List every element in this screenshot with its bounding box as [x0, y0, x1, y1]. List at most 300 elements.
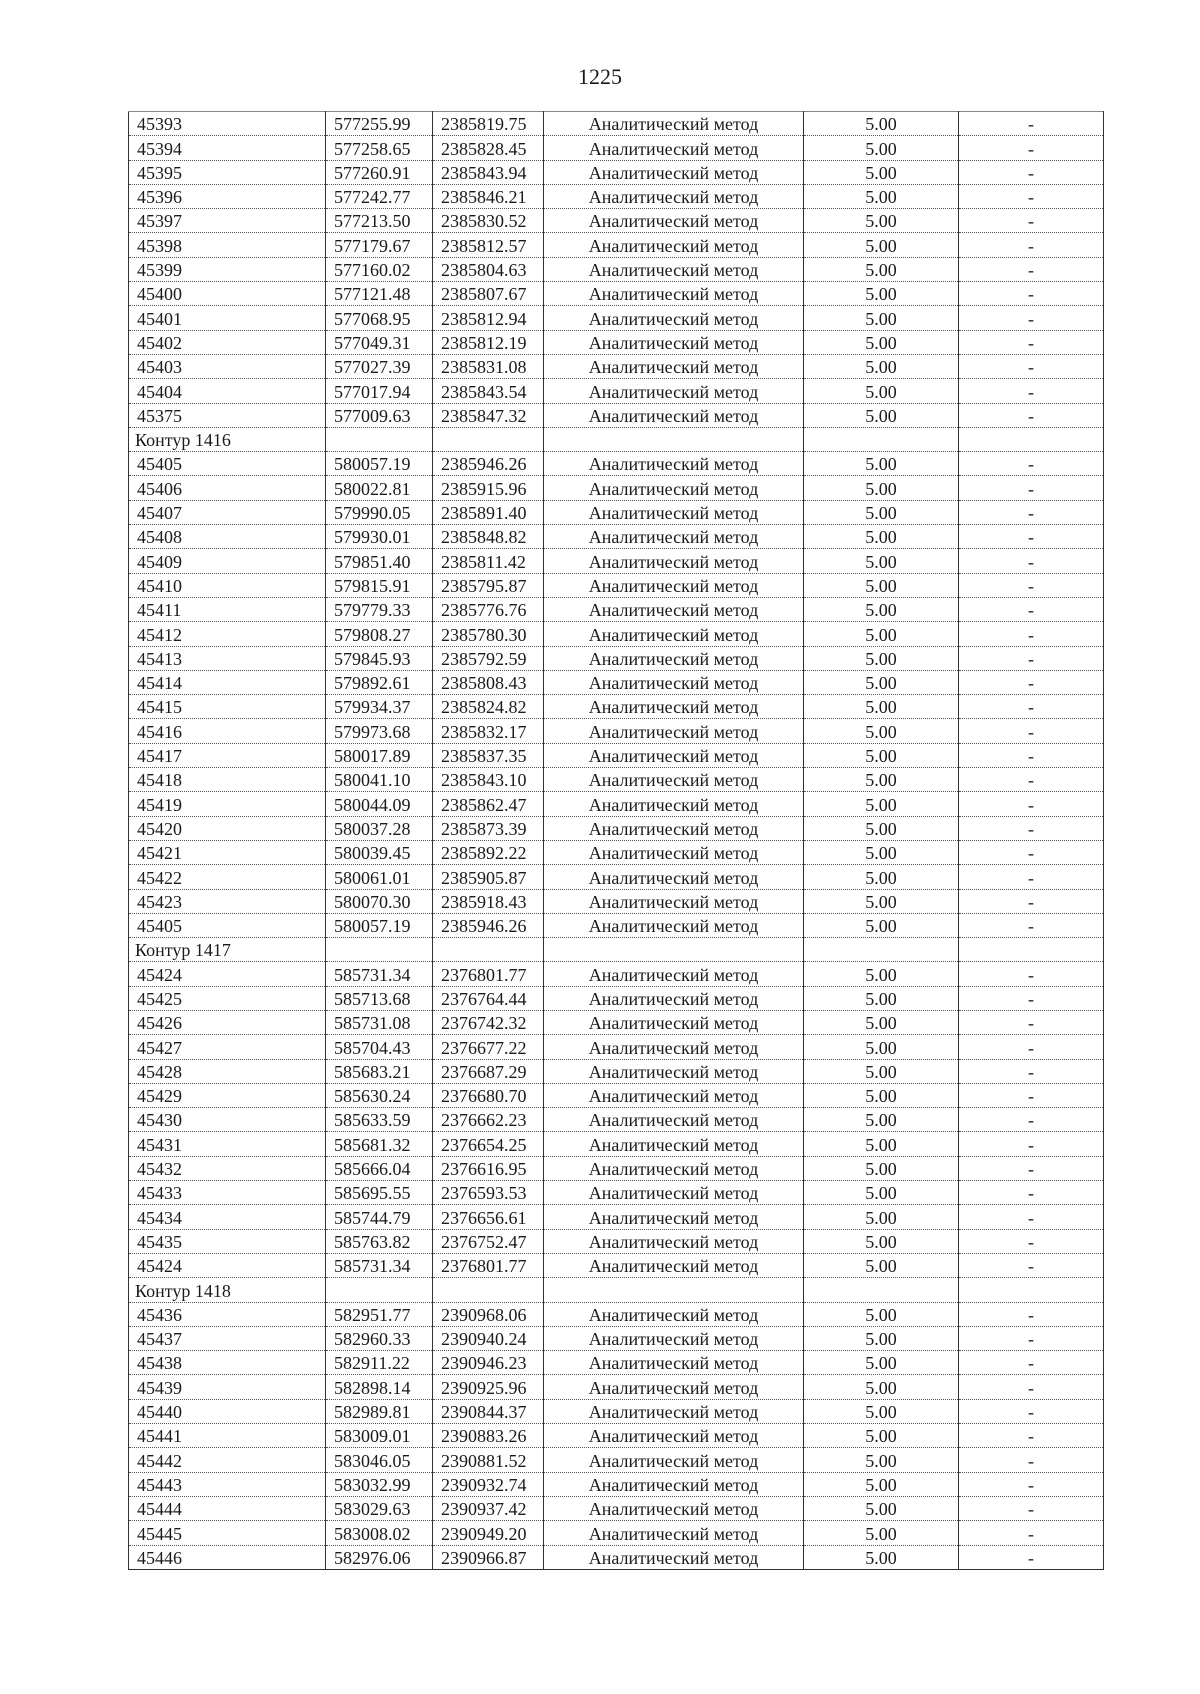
x-coordinate-cell: 582911.22 — [326, 1351, 433, 1375]
point-number-cell: 45430 — [129, 1108, 326, 1132]
method-cell: Аналитический метод — [544, 597, 804, 621]
point-number-cell: 45395 — [129, 160, 326, 184]
y-coordinate-cell: 2385946.26 — [433, 913, 544, 937]
method-cell: Аналитический метод — [544, 962, 804, 986]
x-coordinate-cell: 580070.30 — [326, 889, 433, 913]
point-number-cell: 45436 — [129, 1302, 326, 1326]
x-coordinate-cell: 585681.32 — [326, 1132, 433, 1156]
note-cell: - — [959, 889, 1104, 913]
accuracy-cell: 5.00 — [804, 184, 959, 208]
note-cell: - — [959, 1083, 1104, 1107]
note-cell: - — [959, 1521, 1104, 1545]
table-row — [129, 1010, 1104, 1034]
empty-cell — [433, 1278, 544, 1302]
x-coordinate-cell: 580041.10 — [326, 768, 433, 792]
note-cell: - — [959, 743, 1104, 767]
table-row — [129, 646, 1104, 670]
x-coordinate-cell: 579851.40 — [326, 549, 433, 573]
y-coordinate-cell: 2385918.43 — [433, 889, 544, 913]
table-row — [129, 233, 1104, 257]
point-number-cell: 45429 — [129, 1083, 326, 1107]
note-cell: - — [959, 840, 1104, 864]
method-cell: Аналитический метод — [544, 1326, 804, 1350]
accuracy-cell: 5.00 — [804, 476, 959, 500]
method-cell: Аналитический метод — [544, 670, 804, 694]
note-cell: - — [959, 597, 1104, 621]
note-cell: - — [959, 1229, 1104, 1253]
y-coordinate-cell: 2385812.57 — [433, 233, 544, 257]
empty-cell — [433, 427, 544, 451]
point-number-cell: 45408 — [129, 525, 326, 549]
table-row — [129, 622, 1104, 646]
y-coordinate-cell: 2390844.37 — [433, 1399, 544, 1423]
y-coordinate-cell: 2376677.22 — [433, 1035, 544, 1059]
accuracy-cell: 5.00 — [804, 622, 959, 646]
empty-cell — [544, 938, 804, 962]
accuracy-cell: 5.00 — [804, 1108, 959, 1132]
table-row — [129, 840, 1104, 864]
y-coordinate-cell: 2385811.42 — [433, 549, 544, 573]
accuracy-cell: 5.00 — [804, 1132, 959, 1156]
y-coordinate-cell: 2385819.75 — [433, 112, 544, 136]
accuracy-cell: 5.00 — [804, 646, 959, 670]
method-cell: Аналитический метод — [544, 379, 804, 403]
y-coordinate-cell: 2385780.30 — [433, 622, 544, 646]
accuracy-cell: 5.00 — [804, 865, 959, 889]
point-number-cell: 45415 — [129, 695, 326, 719]
table-row — [129, 913, 1104, 937]
method-cell: Аналитический метод — [544, 1059, 804, 1083]
accuracy-cell: 5.00 — [804, 209, 959, 233]
note-cell: - — [959, 1108, 1104, 1132]
coordinates-table-body — [129, 112, 1104, 1570]
x-coordinate-cell: 585633.59 — [326, 1108, 433, 1132]
method-cell: Аналитический метод — [544, 1472, 804, 1496]
point-number-cell: 45406 — [129, 476, 326, 500]
accuracy-cell: 5.00 — [804, 816, 959, 840]
accuracy-cell: 5.00 — [804, 1059, 959, 1083]
accuracy-cell: 5.00 — [804, 1496, 959, 1520]
x-coordinate-cell: 585744.79 — [326, 1205, 433, 1229]
point-number-cell: 45422 — [129, 865, 326, 889]
accuracy-cell: 5.00 — [804, 913, 959, 937]
table-row — [129, 792, 1104, 816]
accuracy-cell: 5.00 — [804, 549, 959, 573]
method-cell: Аналитический метод — [544, 1424, 804, 1448]
note-cell: - — [959, 1132, 1104, 1156]
accuracy-cell: 5.00 — [804, 695, 959, 719]
x-coordinate-cell: 579892.61 — [326, 670, 433, 694]
y-coordinate-cell: 2385843.94 — [433, 160, 544, 184]
x-coordinate-cell: 579973.68 — [326, 719, 433, 743]
y-coordinate-cell: 2385828.45 — [433, 136, 544, 160]
point-number-cell: 45420 — [129, 816, 326, 840]
accuracy-cell: 5.00 — [804, 1545, 959, 1569]
accuracy-cell: 5.00 — [804, 1253, 959, 1277]
contour-header-row — [129, 1278, 1104, 1302]
note-cell: - — [959, 1545, 1104, 1569]
y-coordinate-cell: 2390946.23 — [433, 1351, 544, 1375]
method-cell: Аналитический метод — [544, 1156, 804, 1180]
point-number-cell: 45424 — [129, 962, 326, 986]
point-number-cell: 45439 — [129, 1375, 326, 1399]
point-number-cell: 45404 — [129, 379, 326, 403]
x-coordinate-cell: 579990.05 — [326, 500, 433, 524]
method-cell: Аналитический метод — [544, 160, 804, 184]
table-row — [129, 743, 1104, 767]
note-cell: - — [959, 1472, 1104, 1496]
method-cell: Аналитический метод — [544, 1375, 804, 1399]
note-cell: - — [959, 1399, 1104, 1423]
y-coordinate-cell: 2385812.94 — [433, 306, 544, 330]
y-coordinate-cell: 2376662.23 — [433, 1108, 544, 1132]
point-number-cell: 45412 — [129, 622, 326, 646]
note-cell: - — [959, 695, 1104, 719]
x-coordinate-cell: 583009.01 — [326, 1424, 433, 1448]
point-number-cell: 45431 — [129, 1132, 326, 1156]
x-coordinate-cell: 583008.02 — [326, 1521, 433, 1545]
table-row — [129, 573, 1104, 597]
method-cell: Аналитический метод — [544, 452, 804, 476]
y-coordinate-cell: 2385892.22 — [433, 840, 544, 864]
method-cell: Аналитический метод — [544, 112, 804, 136]
note-cell: - — [959, 1035, 1104, 1059]
x-coordinate-cell: 585683.21 — [326, 1059, 433, 1083]
contour-header-row — [129, 427, 1104, 451]
note-cell: - — [959, 1448, 1104, 1472]
point-number-cell: 45407 — [129, 500, 326, 524]
note-cell: - — [959, 330, 1104, 354]
x-coordinate-cell: 580057.19 — [326, 452, 433, 476]
point-number-cell: 45421 — [129, 840, 326, 864]
x-coordinate-cell: 577179.67 — [326, 233, 433, 257]
note-cell: - — [959, 354, 1104, 378]
table-row — [129, 209, 1104, 233]
point-number-cell: 45438 — [129, 1351, 326, 1375]
point-number-cell: 45397 — [129, 209, 326, 233]
y-coordinate-cell: 2385812.19 — [433, 330, 544, 354]
method-cell: Аналитический метод — [544, 233, 804, 257]
table-row — [129, 1108, 1104, 1132]
note-cell: - — [959, 184, 1104, 208]
table-row — [129, 1253, 1104, 1277]
accuracy-cell: 5.00 — [804, 1181, 959, 1205]
method-cell: Аналитический метод — [544, 646, 804, 670]
method-cell: Аналитический метод — [544, 1496, 804, 1520]
x-coordinate-cell: 579815.91 — [326, 573, 433, 597]
note-cell: - — [959, 1302, 1104, 1326]
method-cell: Аналитический метод — [544, 768, 804, 792]
contour-header-row — [129, 938, 1104, 962]
y-coordinate-cell: 2376801.77 — [433, 962, 544, 986]
note-cell: - — [959, 306, 1104, 330]
point-number-cell: 45403 — [129, 354, 326, 378]
note-cell: - — [959, 549, 1104, 573]
table-row — [129, 695, 1104, 719]
note-cell: - — [959, 1424, 1104, 1448]
x-coordinate-cell: 580044.09 — [326, 792, 433, 816]
y-coordinate-cell: 2385915.96 — [433, 476, 544, 500]
table-row — [129, 670, 1104, 694]
y-coordinate-cell: 2385808.43 — [433, 670, 544, 694]
table-row — [129, 160, 1104, 184]
table-row — [129, 549, 1104, 573]
y-coordinate-cell: 2390883.26 — [433, 1424, 544, 1448]
point-number-cell: 45405 — [129, 452, 326, 476]
note-cell: - — [959, 282, 1104, 306]
table-row — [129, 1132, 1104, 1156]
accuracy-cell: 5.00 — [804, 1156, 959, 1180]
x-coordinate-cell: 580017.89 — [326, 743, 433, 767]
empty-cell — [544, 427, 804, 451]
method-cell: Аналитический метод — [544, 816, 804, 840]
method-cell: Аналитический метод — [544, 354, 804, 378]
note-cell: - — [959, 452, 1104, 476]
y-coordinate-cell: 2376593.53 — [433, 1181, 544, 1205]
method-cell: Аналитический метод — [544, 330, 804, 354]
table-row — [129, 257, 1104, 281]
x-coordinate-cell: 582989.81 — [326, 1399, 433, 1423]
contour-label: Контур 1416 — [129, 427, 326, 451]
y-coordinate-cell: 2390925.96 — [433, 1375, 544, 1399]
point-number-cell: 45428 — [129, 1059, 326, 1083]
method-cell: Аналитический метод — [544, 743, 804, 767]
method-cell: Аналитический метод — [544, 1181, 804, 1205]
method-cell: Аналитический метод — [544, 1253, 804, 1277]
y-coordinate-cell: 2390932.74 — [433, 1472, 544, 1496]
note-cell: - — [959, 1375, 1104, 1399]
method-cell: Аналитический метод — [544, 1132, 804, 1156]
method-cell: Аналитический метод — [544, 282, 804, 306]
accuracy-cell: 5.00 — [804, 136, 959, 160]
method-cell: Аналитический метод — [544, 1010, 804, 1034]
table-row — [129, 1399, 1104, 1423]
x-coordinate-cell: 583032.99 — [326, 1472, 433, 1496]
method-cell: Аналитический метод — [544, 1035, 804, 1059]
point-number-cell: 45445 — [129, 1521, 326, 1545]
table-row — [129, 1448, 1104, 1472]
point-number-cell: 45423 — [129, 889, 326, 913]
table-row — [129, 306, 1104, 330]
note-cell: - — [959, 112, 1104, 136]
table-row — [129, 403, 1104, 427]
method-cell: Аналитический метод — [544, 1229, 804, 1253]
x-coordinate-cell: 583046.05 — [326, 1448, 433, 1472]
accuracy-cell: 5.00 — [804, 257, 959, 281]
point-number-cell: 45442 — [129, 1448, 326, 1472]
table-row — [129, 1302, 1104, 1326]
x-coordinate-cell: 580039.45 — [326, 840, 433, 864]
y-coordinate-cell: 2385905.87 — [433, 865, 544, 889]
y-coordinate-cell: 2376764.44 — [433, 986, 544, 1010]
point-number-cell: 45399 — [129, 257, 326, 281]
table-row — [129, 1521, 1104, 1545]
accuracy-cell: 5.00 — [804, 792, 959, 816]
note-cell: - — [959, 1059, 1104, 1083]
y-coordinate-cell: 2385891.40 — [433, 500, 544, 524]
table-row — [129, 1059, 1104, 1083]
point-number-cell: 45444 — [129, 1496, 326, 1520]
x-coordinate-cell: 585731.34 — [326, 1253, 433, 1277]
accuracy-cell: 5.00 — [804, 962, 959, 986]
accuracy-cell: 5.00 — [804, 986, 959, 1010]
x-coordinate-cell: 585630.24 — [326, 1083, 433, 1107]
method-cell: Аналитический метод — [544, 573, 804, 597]
note-cell: - — [959, 646, 1104, 670]
x-coordinate-cell: 580037.28 — [326, 816, 433, 840]
table-row — [129, 112, 1104, 136]
x-coordinate-cell: 577260.91 — [326, 160, 433, 184]
empty-cell — [959, 1278, 1104, 1302]
accuracy-cell: 5.00 — [804, 1205, 959, 1229]
note-cell: - — [959, 379, 1104, 403]
table-row — [129, 330, 1104, 354]
note-cell: - — [959, 816, 1104, 840]
point-number-cell: 45432 — [129, 1156, 326, 1180]
y-coordinate-cell: 2385847.32 — [433, 403, 544, 427]
x-coordinate-cell: 582960.33 — [326, 1326, 433, 1350]
point-number-cell: 45400 — [129, 282, 326, 306]
table-row — [129, 452, 1104, 476]
note-cell: - — [959, 670, 1104, 694]
x-coordinate-cell: 580057.19 — [326, 913, 433, 937]
accuracy-cell: 5.00 — [804, 1521, 959, 1545]
note-cell: - — [959, 986, 1104, 1010]
x-coordinate-cell: 580061.01 — [326, 865, 433, 889]
y-coordinate-cell: 2376687.29 — [433, 1059, 544, 1083]
point-number-cell: 45396 — [129, 184, 326, 208]
accuracy-cell: 5.00 — [804, 743, 959, 767]
method-cell: Аналитический метод — [544, 1205, 804, 1229]
table-row — [129, 379, 1104, 403]
x-coordinate-cell: 577258.65 — [326, 136, 433, 160]
point-number-cell: 45409 — [129, 549, 326, 573]
point-number-cell: 45418 — [129, 768, 326, 792]
table-row — [129, 1326, 1104, 1350]
x-coordinate-cell: 579779.33 — [326, 597, 433, 621]
table-row — [129, 865, 1104, 889]
table-row — [129, 768, 1104, 792]
note-cell: - — [959, 500, 1104, 524]
accuracy-cell: 5.00 — [804, 1424, 959, 1448]
note-cell: - — [959, 1496, 1104, 1520]
x-coordinate-cell: 577068.95 — [326, 306, 433, 330]
method-cell: Аналитический метод — [544, 549, 804, 573]
method-cell: Аналитический метод — [544, 257, 804, 281]
y-coordinate-cell: 2385837.35 — [433, 743, 544, 767]
method-cell: Аналитический метод — [544, 1083, 804, 1107]
x-coordinate-cell: 577160.02 — [326, 257, 433, 281]
point-number-cell: 45401 — [129, 306, 326, 330]
method-cell: Аналитический метод — [544, 1108, 804, 1132]
accuracy-cell: 5.00 — [804, 670, 959, 694]
method-cell: Аналитический метод — [544, 403, 804, 427]
y-coordinate-cell: 2385862.47 — [433, 792, 544, 816]
x-coordinate-cell: 577121.48 — [326, 282, 433, 306]
note-cell: - — [959, 792, 1104, 816]
accuracy-cell: 5.00 — [804, 840, 959, 864]
accuracy-cell: 5.00 — [804, 233, 959, 257]
table-row — [129, 476, 1104, 500]
accuracy-cell: 5.00 — [804, 1302, 959, 1326]
point-number-cell: 45441 — [129, 1424, 326, 1448]
y-coordinate-cell: 2385792.59 — [433, 646, 544, 670]
y-coordinate-cell: 2385832.17 — [433, 719, 544, 743]
point-number-cell: 45413 — [129, 646, 326, 670]
y-coordinate-cell: 2376680.70 — [433, 1083, 544, 1107]
x-coordinate-cell: 577009.63 — [326, 403, 433, 427]
accuracy-cell: 5.00 — [804, 1035, 959, 1059]
point-number-cell: 45435 — [129, 1229, 326, 1253]
y-coordinate-cell: 2385807.67 — [433, 282, 544, 306]
accuracy-cell: 5.00 — [804, 1010, 959, 1034]
accuracy-cell: 5.00 — [804, 1375, 959, 1399]
accuracy-cell: 5.00 — [804, 379, 959, 403]
note-cell: - — [959, 476, 1104, 500]
table-row — [129, 1181, 1104, 1205]
y-coordinate-cell: 2385848.82 — [433, 525, 544, 549]
x-coordinate-cell: 579808.27 — [326, 622, 433, 646]
y-coordinate-cell: 2385824.82 — [433, 695, 544, 719]
y-coordinate-cell: 2385843.10 — [433, 768, 544, 792]
x-coordinate-cell: 577017.94 — [326, 379, 433, 403]
note-cell: - — [959, 962, 1104, 986]
accuracy-cell: 5.00 — [804, 500, 959, 524]
point-number-cell: 45440 — [129, 1399, 326, 1423]
accuracy-cell: 5.00 — [804, 1472, 959, 1496]
empty-cell — [959, 938, 1104, 962]
y-coordinate-cell: 2376616.95 — [433, 1156, 544, 1180]
x-coordinate-cell: 577242.77 — [326, 184, 433, 208]
table-row — [129, 597, 1104, 621]
point-number-cell: 45446 — [129, 1545, 326, 1569]
point-number-cell: 45414 — [129, 670, 326, 694]
accuracy-cell: 5.00 — [804, 525, 959, 549]
note-cell: - — [959, 913, 1104, 937]
y-coordinate-cell: 2376742.32 — [433, 1010, 544, 1034]
empty-cell — [433, 938, 544, 962]
y-coordinate-cell: 2390940.24 — [433, 1326, 544, 1350]
x-coordinate-cell: 577049.31 — [326, 330, 433, 354]
table-row — [129, 719, 1104, 743]
note-cell: - — [959, 1326, 1104, 1350]
point-number-cell: 45410 — [129, 573, 326, 597]
y-coordinate-cell: 2385946.26 — [433, 452, 544, 476]
accuracy-cell: 5.00 — [804, 1229, 959, 1253]
method-cell: Аналитический метод — [544, 1448, 804, 1472]
table-row — [129, 184, 1104, 208]
method-cell: Аналитический метод — [544, 136, 804, 160]
method-cell: Аналитический метод — [544, 1302, 804, 1326]
page-number: 1225 — [578, 64, 622, 89]
method-cell: Аналитический метод — [544, 913, 804, 937]
method-cell: Аналитический метод — [544, 792, 804, 816]
note-cell: - — [959, 136, 1104, 160]
accuracy-cell: 5.00 — [804, 889, 959, 913]
empty-cell — [326, 1278, 433, 1302]
table-row — [129, 1472, 1104, 1496]
x-coordinate-cell: 582976.06 — [326, 1545, 433, 1569]
accuracy-cell: 5.00 — [804, 452, 959, 476]
contour-label: Контур 1418 — [129, 1278, 326, 1302]
table-row — [129, 1229, 1104, 1253]
contour-label: Контур 1417 — [129, 938, 326, 962]
note-cell: - — [959, 257, 1104, 281]
empty-cell — [326, 427, 433, 451]
table-row — [129, 282, 1104, 306]
x-coordinate-cell: 577255.99 — [326, 112, 433, 136]
note-cell: - — [959, 1205, 1104, 1229]
